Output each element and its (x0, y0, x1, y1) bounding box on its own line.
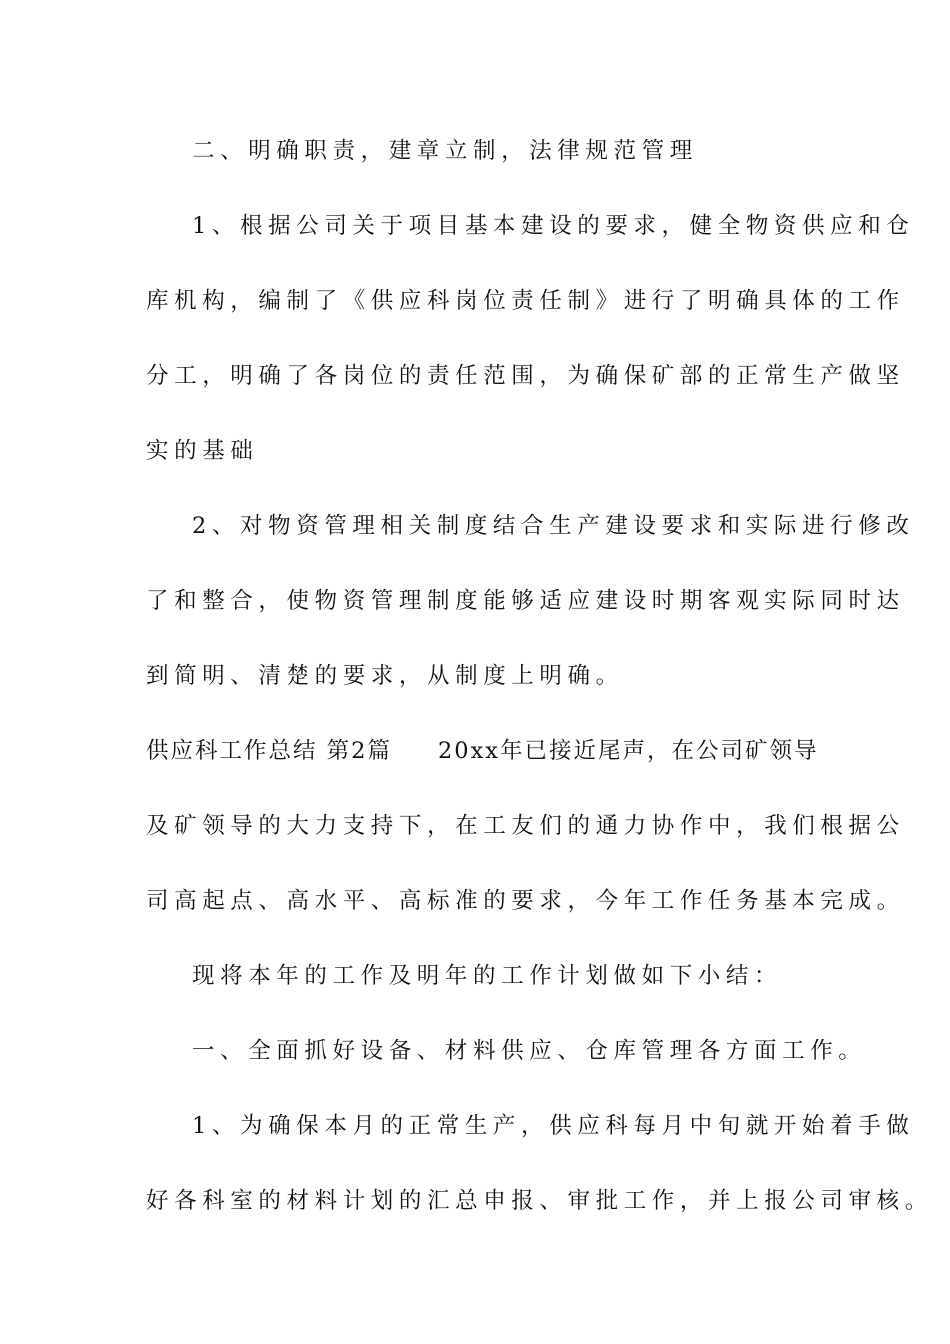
paragraph-line: 二、明确职责，建章立制，法律规范管理 (192, 138, 698, 164)
paragraph-line: 了和整合，使物资管理制度能够适应建设时期客观实际同时达 (146, 588, 905, 614)
paragraph-line: 到简明、清楚的要求，从制度上明确。 (146, 663, 624, 689)
paragraph-line: 1、为确保本月的正常生产，供应科每月中旬就开始着手做 (192, 1113, 915, 1139)
section-title: 供应科工作总结 第2篇 (146, 738, 392, 764)
paragraph-line: 一、全面抓好设备、材料供应、仓库管理各方面工作。 (192, 1038, 867, 1064)
paragraph-line: 分工，明确了各岗位的责任范围，为确保矿部的正常生产做坚 (146, 363, 905, 389)
paragraph-line: 司高起点、高水平、高标准的要求，今年工作任务基本完成。 (146, 888, 905, 914)
section-heading-line (146, 736, 826, 766)
paragraph-line: 2、对物资管理相关制度结合生产建设要求和实际进行修改 (192, 513, 915, 539)
paragraph-line: 现将本年的工作及明年的工作计划做如下小结： (192, 963, 783, 989)
paragraph-line: 实的基础 (146, 438, 259, 464)
paragraph-line: 1、根据公司关于项目基本建设的要求，健全物资供应和仓 (192, 213, 915, 239)
section-opening-text: 20xx年已接近尾声，在公司矿领导 (437, 738, 819, 764)
paragraph-line: 及矿领导的大力支持下，在工友们的通力协作中，我们根据公 (146, 813, 905, 839)
paragraph-line: 库机构，编制了《供应科岗位责任制》进行了明确具体的工作 (146, 288, 905, 314)
paragraph-line: 好各科室的材料计划的汇总申报、审批工作，并上报公司审核。 (146, 1188, 933, 1214)
